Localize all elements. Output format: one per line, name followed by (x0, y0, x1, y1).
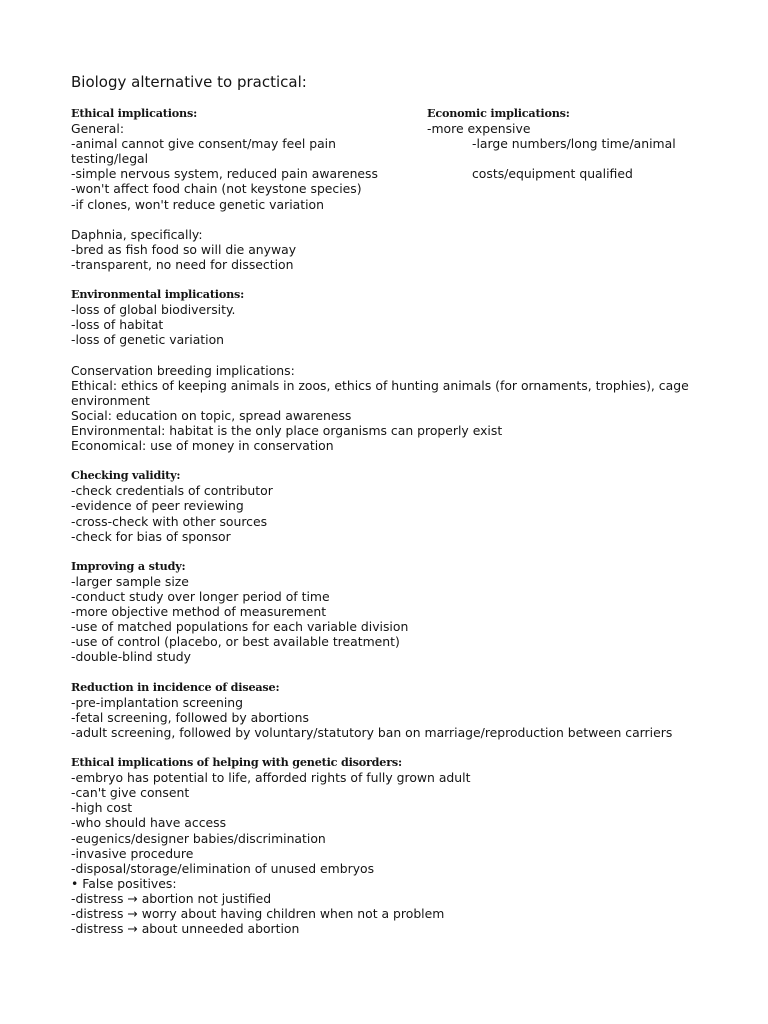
section-heading: Checking validity: (71, 468, 181, 483)
section-heading: Ethical implications: (71, 106, 197, 120)
text-line: -eugenics/designer babies/discrimination (71, 830, 326, 846)
text-line: -who should have access (71, 815, 227, 831)
blank-line (71, 544, 711, 559)
text-line: -check for bias of sponsor (71, 528, 231, 544)
text-line: -large numbers/long time/animal (472, 136, 676, 152)
text-line: • False positives: (71, 875, 177, 891)
text-line: -embryo has potential to life, afforded rights of fully grown adult (71, 770, 471, 786)
blank-line (71, 348, 711, 363)
text-line: Daphnia, specifically: (71, 226, 203, 242)
text-line: -distress → abortion not justified (71, 890, 272, 906)
text-line: -more expensive (427, 121, 531, 137)
text-line: -check credentials of contributor (71, 483, 273, 499)
text-line: -evidence of peer reviewing (71, 498, 244, 514)
text-line: -double-blind study (71, 649, 191, 665)
text-line: -use of matched populations for each variable division (71, 619, 409, 635)
blank-line (71, 212, 711, 227)
text-line: Conservation breeding implications: (71, 362, 295, 378)
text-line: -bred as fish food so will die anyway (71, 241, 297, 257)
text-line: -cross-check with other sources (71, 513, 268, 529)
text-line: -transparent, no need for dissection (71, 256, 294, 272)
text-line: Ethical: ethics of keeping animals in zoos, ethics of hunting animals (for ornaments, trophies), cage (71, 377, 689, 393)
text-line: -disposal/storage/elimination of unused embryos (71, 860, 375, 876)
blank-line (71, 453, 711, 468)
text-line: -distress → about unneeded abortion (71, 921, 300, 937)
text-line: General: (71, 121, 125, 137)
text-line: Social: education on topic, spread awareness (71, 407, 352, 423)
text-line: Economical: use of money in conservation (71, 438, 334, 454)
text-line: -if clones, won't reduce genetic variation (71, 196, 324, 212)
text-line: -animal cannot give consent/may feel pain (71, 136, 336, 152)
blank-line (71, 664, 711, 679)
document-title: Biology alternative to practical: (71, 73, 307, 91)
text-line: -larger sample size (71, 573, 189, 589)
text-line: -fetal screening, followed by abortions (71, 709, 309, 725)
section-heading: Reduction in incidence of disease: (71, 679, 280, 694)
section-heading: Ethical implications of helping with genetic disorders: (71, 755, 402, 770)
text-line: Environmental: habitat is the only place organisms can properly exist (71, 422, 503, 438)
text-line: -invasive procedure (71, 845, 194, 861)
text-line: testing/legal (71, 151, 149, 167)
text-line: -more objective method of measurement (71, 604, 327, 620)
text-line: -adult screening, followed by voluntary/statutory ban on marriage/reproduction between carriers (71, 724, 673, 740)
text-line: -conduct study over longer period of time (71, 589, 330, 604)
text-line: -won't affect food chain (not keystone species) (71, 181, 362, 197)
blank-line (71, 272, 711, 287)
blank-line (427, 151, 727, 166)
text-line: -loss of global biodiversity. (71, 302, 236, 318)
text-line: -can't give consent (71, 785, 190, 801)
left-column (71, 106, 711, 936)
text-line: -distress → worry about having children when not a problem (71, 905, 445, 921)
section-heading: Improving a study: (71, 558, 186, 573)
text-line: -pre-implantation screening (71, 694, 243, 710)
text-line: -simple nervous system, reduced pain awareness (71, 166, 378, 182)
text-line: environment (71, 392, 150, 408)
section-heading: Environmental implications: (71, 287, 245, 302)
right-column (427, 106, 727, 181)
blank-line (71, 740, 711, 755)
section-heading: Economic implications: (427, 106, 570, 120)
text-line: -use of control (placebo, or best available treatment) (71, 634, 400, 650)
text-line: -loss of habitat (71, 317, 164, 333)
text-line: costs/equipment qualified (472, 166, 633, 182)
text-line: -loss of genetic variation (71, 332, 225, 348)
text-line: -high cost (71, 800, 133, 816)
